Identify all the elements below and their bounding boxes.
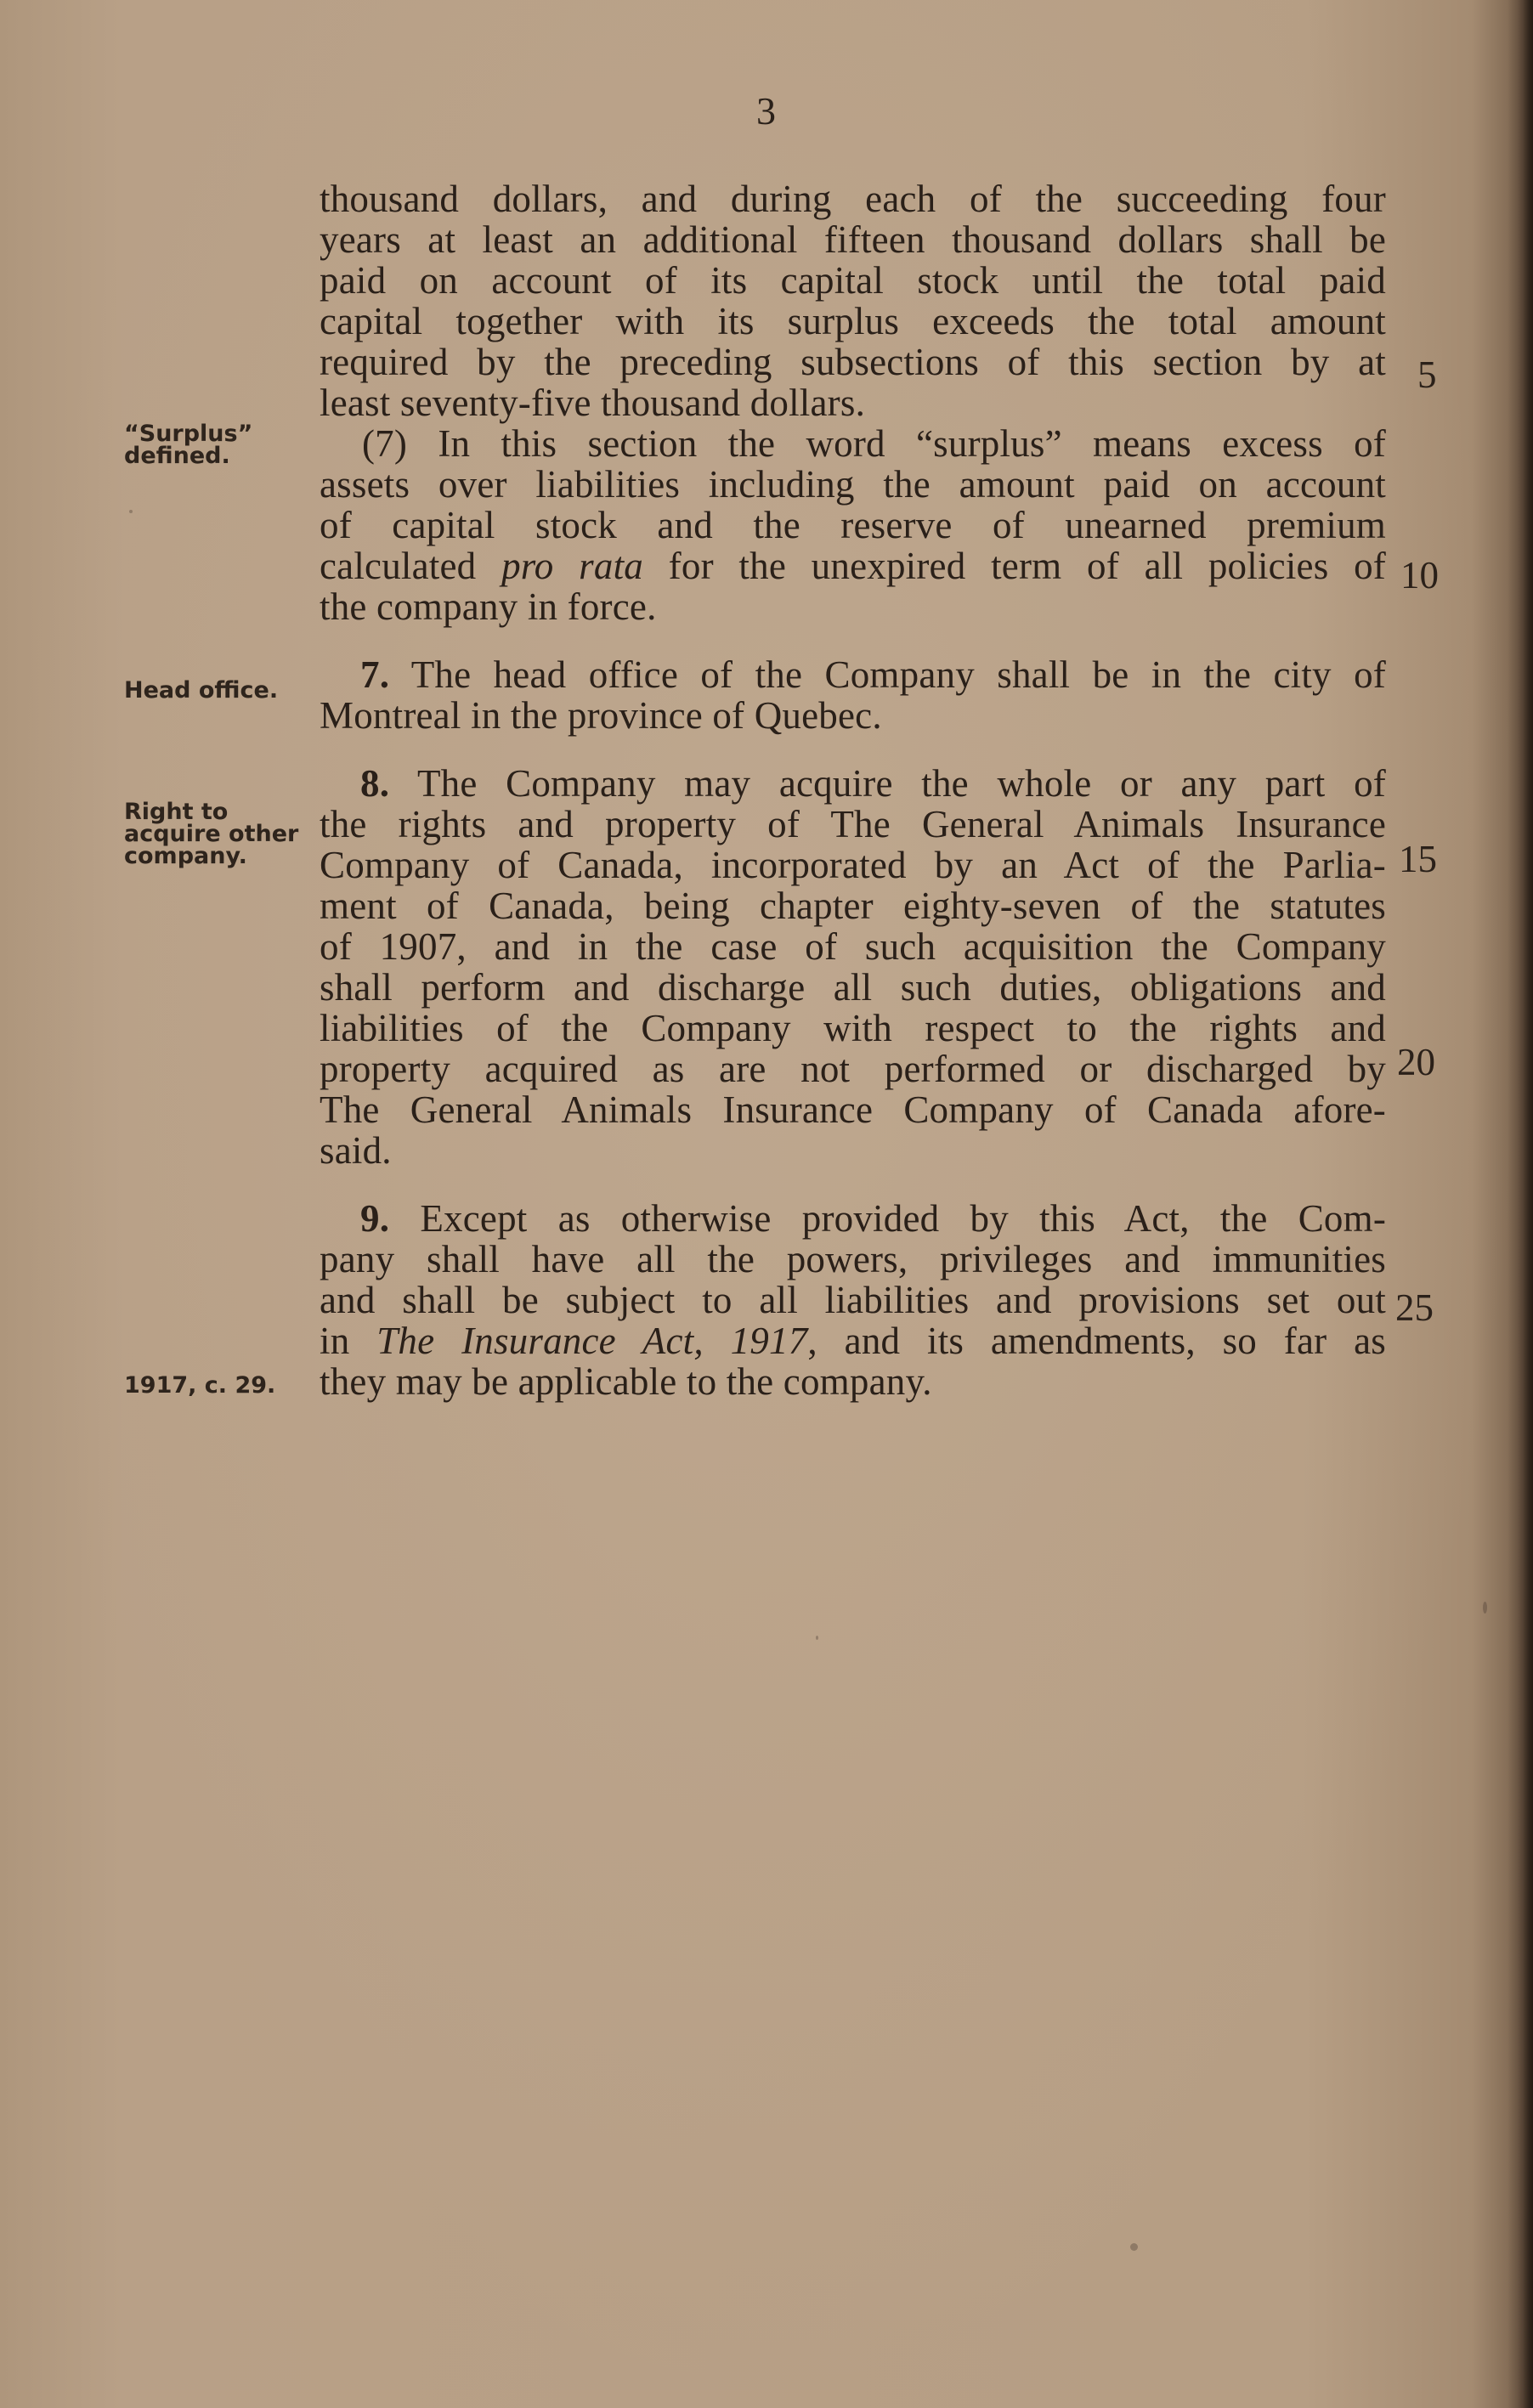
text-line: of 1907, and in the case of such acquisition the Company (320, 925, 1386, 968)
margin-note-surplus-defined: “Surplus” defined. (124, 421, 253, 469)
text-segment: Except as otherwise provided by this Act, the Com- (389, 1197, 1386, 1240)
line-number: 20 (1397, 1041, 1435, 1083)
paper-speck (1483, 1602, 1487, 1614)
text-line: capital together with its surplus exceeds the total amount (320, 300, 1386, 342)
text-segment: , and its amendments, so far as (807, 1320, 1386, 1362)
paper-speck (816, 1636, 818, 1640)
text-line: Company of Canada, incorporated by an Act of the Parlia- (320, 844, 1386, 886)
italic-term-pro-rata: pro rata (501, 545, 643, 587)
text-line: thousand dollars, and during each of the succeeding four (320, 178, 1386, 220)
text-segment: in (320, 1320, 377, 1362)
text-line: shall perform and discharge all such duties, obligations and (320, 966, 1386, 1009)
paragraph-surplus-definition (320, 423, 1386, 627)
margin-note-head-office: Head office. (124, 677, 279, 704)
text-line: property acquired as are not performed or discharged by (320, 1048, 1386, 1090)
text-line: least seventy-five thousand dollars. (320, 382, 866, 424)
page-number: 3 (756, 89, 777, 133)
section-number: 8. (360, 762, 390, 805)
line-number: 5 (1417, 353, 1437, 396)
text-line: required by the preceding subsections of this section by at (320, 341, 1386, 383)
text-line: The General Animals Insurance Company of Canada afore- (320, 1088, 1386, 1131)
text-line (320, 1198, 1386, 1239)
text-line: ment of Canada, being chapter eighty-seven of the statutes (320, 885, 1386, 927)
text-line: they may be applicable to the company. (320, 1360, 932, 1403)
italic-act-title: The Insurance Act, 1917 (376, 1320, 808, 1362)
text-line (320, 545, 1386, 586)
text-line: Montreal in the province of Quebec. (320, 694, 882, 737)
section-8-acquisition (320, 763, 1386, 1171)
body-text (320, 178, 1386, 1402)
text-line: and shall be subject to all liabilities and provisions set out (320, 1279, 1386, 1321)
text-line: the rights and property of The General Animals Insurance (320, 803, 1386, 845)
margin-note-right-to-acquire: Right to acquire other company. (124, 799, 299, 869)
section-7-head-office (320, 654, 1386, 736)
line-number: 15 (1399, 838, 1437, 880)
paragraph-capital-continued (320, 178, 1386, 423)
text-line: said. (320, 1129, 392, 1172)
section-number: 7. (360, 653, 390, 696)
section-number: 9. (360, 1197, 390, 1240)
page-edge-shadow (1508, 0, 1533, 2408)
line-number: 10 (1400, 554, 1439, 596)
section-9-powers (320, 1198, 1386, 1402)
text-line: years at least an additional fifteen thousand dollars shall be (320, 218, 1386, 261)
text-line: of capital stock and the reserve of unearned premium (320, 504, 1386, 546)
text-segment: for the unexpired term of all policies of (643, 545, 1386, 587)
text-line: paid on account of its capital stock until the total paid (320, 259, 1386, 302)
paper-speck (129, 510, 133, 513)
text-line (320, 654, 1386, 695)
text-line (320, 763, 1386, 804)
text-line: the company in force. (320, 585, 657, 628)
margin-note-statute-ref: 1917, c. 29. (124, 1372, 276, 1399)
paper-speck (1130, 2243, 1138, 2251)
text-line: liabilities of the Company with respect to the rights and (320, 1007, 1386, 1049)
text-line: (7) In this section the word “surplus” means excess of (362, 422, 1386, 465)
text-line (320, 1320, 1386, 1361)
text-line: pany shall have all the powers, privileges and immunities (320, 1238, 1386, 1280)
text-segment: The head office of the Company shall be in the city of (389, 653, 1386, 696)
text-segment: calculated (320, 545, 502, 587)
text-segment: The Company may acquire the whole or any part of (389, 762, 1386, 805)
line-number: 25 (1395, 1286, 1434, 1329)
text-line: assets over liabilities including the amount paid on account (320, 463, 1386, 506)
